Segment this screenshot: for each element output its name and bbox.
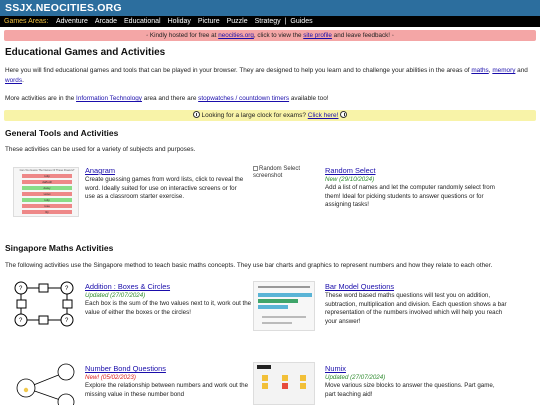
anagram-desc: Create guessing games from word lists, click to reveal the word. Ideally suited for use on interactive screens or for use as a classroom starter exercise. [85,176,244,201]
bar-model-thumb-line [262,316,306,318]
numix-thumb-block [300,375,306,381]
svg-text:?: ? [19,286,23,292]
banner-suffix: and leave feedback! [331,32,391,39]
timers-link[interactable]: stopwatches / countdown timers [198,95,290,102]
addition-desc: Each box is the sum of the two values next to it, work out the value of either the boxes or the circles! [85,300,252,316]
random-select-thumbnail[interactable] [253,166,313,180]
number-bond-desc: Explore the relationship between numbers and work out the missing value in these number bond [85,382,249,398]
clock-icon [193,111,200,118]
intro-paragraph [5,66,535,85]
numix-thumb-block [282,375,288,381]
nav-item-guides[interactable]: Guides [290,17,313,25]
numix-thumb-block [282,383,288,389]
anagram-thumb-header: Can You Guess The Names Of These Flowers? [19,169,75,172]
words-link[interactable]: words [5,76,23,84]
more-end: available too! [289,95,329,102]
bar-model-thumb-line [258,286,310,288]
number-bond-date: New! (05/02/2023) [85,374,136,381]
broken-image-icon [253,166,258,171]
singapore-section-title: Singapore Maths Activities [5,243,114,253]
general-section-title: General Tools and Activities [5,128,119,138]
nav-item-picture[interactable]: Picture [197,17,220,25]
more-text: More activities are in the [5,95,77,102]
random-select-alt: Random Select screenshot [253,166,301,179]
numix-thumb-logo [257,365,271,369]
page-title: Educational Games and Activities [5,47,166,58]
banner-prefix: Kindly hosted for free at [149,32,219,39]
clock-text: Looking for a large clock for exams? [199,112,308,119]
anagram-thumb-word: tulip [22,198,72,202]
bar-model-thumb-bar [258,299,298,303]
numix-thumb-block [300,383,306,389]
addition-title-link[interactable]: Addition : Boxes & Circles [85,282,171,291]
nav-item-puzzle[interactable]: Puzzle [226,17,248,25]
numix-desc: Move various size blocks to answer the questions. Part game, part teaching aid! [325,382,495,398]
maths-link[interactable]: maths [471,67,489,74]
bar-model-thumb-bar [258,305,288,309]
svg-text:?: ? [65,286,69,292]
number-bond-diagram [10,362,80,405]
nav-item-arcade[interactable]: Arcade [94,17,118,25]
nav-item-educational[interactable]: Educational [124,17,161,25]
clock-icon-end [340,111,347,118]
clock-link[interactable]: Click here! [307,112,339,119]
site-profile-link[interactable]: site profile [303,32,332,39]
random-select-desc: Add a list of names and let the computer randomly select from them! Ideal for picking students to answer questions or for assigning tasks! [325,184,495,209]
neocities-link[interactable]: neocities.org [218,32,254,39]
nav-separator: | [284,17,287,25]
site-header [0,0,540,16]
bar-model-thumbnail[interactable] [253,281,315,331]
anagram-thumb-word: lily [22,210,72,214]
nav-items [56,18,313,25]
nav-item-holiday[interactable]: Holiday [167,17,191,25]
addition-date: Updated (27/07/2024) [85,292,146,299]
banner-icon-end: ▫ [391,33,394,39]
svg-text:?: ? [65,318,69,324]
addition-thumbnail[interactable] [9,280,79,328]
number-bond-title-link[interactable]: Number Bond Questions [85,364,166,373]
memory-link[interactable]: memory [492,67,516,74]
anagram-thumb-word: rose [22,204,72,208]
nav-item-adventure[interactable]: Adventure [56,17,88,25]
random-select-title-link[interactable]: Random Select [325,166,376,175]
svg-text:?: ? [19,318,23,324]
it-link[interactable]: Information Technology [76,95,143,102]
anagram-thumb-word: violet [22,192,72,196]
addition-diagram [9,280,79,328]
general-section-desc: These activities can be used for a variety of subjects and purposes. [5,146,196,153]
intro-and: and [515,67,528,74]
bar-model-thumb-bar [258,293,312,297]
games-nav [0,16,540,27]
anagram-thumb-word: daisy [22,186,72,190]
anagram-title-link[interactable]: Anagram [85,166,115,175]
bar-model-thumb-line [262,322,292,324]
clock-promo-bar [4,110,536,121]
intro-text: Here you will find educational games and tools that can be played in your browser. They are designed to help you learn and to challenge your abilities in the areas of [5,67,472,74]
bar-model-title-link[interactable]: Bar Model Questions [325,282,395,291]
site-title[interactable]: SSJX.NEOCITIES.ORG [5,2,122,14]
numix-thumbnail[interactable] [253,362,315,405]
numix-thumb-block [262,375,268,381]
number-bond-thumbnail[interactable] [10,362,80,405]
anagram-thumb-word: tulip [22,174,72,178]
random-select-date: New (29/10/2024) [325,176,375,183]
bar-model-desc: These word based maths questions will test you on addition, subtraction, multiplication and division. Each question shows a bar representation of the numbers involved which will help you reach your answer! [325,292,507,325]
numix-title-link[interactable]: Numix [325,364,346,373]
intro-comma: , [488,67,493,74]
hosting-banner [4,30,536,41]
more-activities-paragraph [5,94,535,103]
numix-date: Updated (27/07/2024) [325,374,386,381]
nav-item-strategy[interactable]: Strategy [254,17,281,25]
singapore-section-desc: The following activities use the Singapore method to teach basic maths concepts. They use bar charts and graphics to represent numbers and how they relate to each other. [5,262,493,269]
banner-middle: , click to view the [253,32,304,39]
anagram-thumb-word: daffodil [22,180,72,184]
numix-thumb-block [262,383,268,389]
nav-label: Games Areas: [4,17,49,25]
banner-icon: ▫ [146,33,149,39]
anagram-thumbnail[interactable] [13,167,79,217]
intro-end: . [22,76,24,84]
more-mid: area and there are [142,95,199,102]
